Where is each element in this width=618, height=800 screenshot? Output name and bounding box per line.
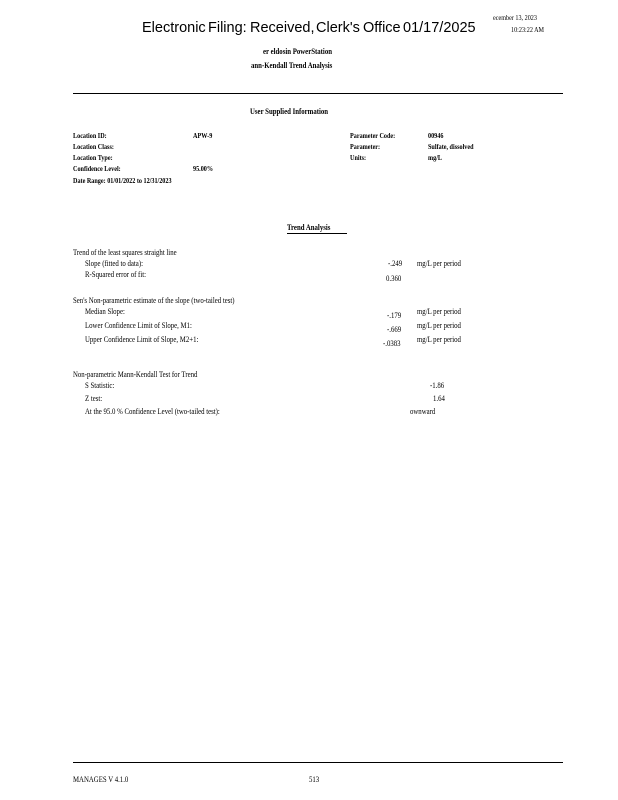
upper-limit-label: Upper Confidence Limit of Slope, M2+1: <box>85 335 199 344</box>
software-version: MANAGES V 4.1.0 <box>73 775 129 784</box>
upper-limit-value: -.0383 <box>383 339 401 348</box>
lsq-title: Trend of the least squares straight line <box>73 248 177 257</box>
report-title-analysis: ann-Kendall Trend Analysis <box>251 61 333 70</box>
parameter-label: Parameter: <box>350 143 381 151</box>
location-id-label: Location ID: <box>73 132 107 140</box>
slope-value: -.249 <box>388 259 403 268</box>
stamp-clerks: Clerk's <box>316 20 360 36</box>
upper-limit-unit: mg/L per period <box>417 335 461 344</box>
lower-limit-unit: mg/L per period <box>417 321 461 330</box>
header-rule <box>73 93 563 94</box>
parameter-code-value: 00946 <box>428 132 444 140</box>
stamp-electronic: Electronic <box>142 20 206 36</box>
sen-title: Sen's Non-parametric estimate of the slope (two-tailed test) <box>73 296 235 305</box>
stamp-filing: Filing: <box>208 20 247 36</box>
confidence-level-value: 95.00% <box>193 165 214 173</box>
parameter-code-label: Parameter Code: <box>350 132 396 140</box>
date-range: Date Range: 01/01/2022 to 12/31/2023 <box>73 177 172 185</box>
lower-limit-value: -.669 <box>387 325 402 334</box>
location-class-label: Location Class: <box>73 143 114 151</box>
location-id-value: APW-9 <box>193 132 213 140</box>
stamp-office: Office <box>363 20 401 36</box>
slope-label: Slope (fitted to data): <box>85 259 143 268</box>
stamp-received: Received, <box>250 20 315 36</box>
report-date: ecember 13, 2023 <box>493 14 537 22</box>
r2-label: R-Squared error of fit: <box>85 270 147 279</box>
slope-unit: mg/L per period <box>417 259 461 268</box>
footer-rule <box>73 762 563 763</box>
s-statistic-label: S Statistic: <box>85 381 115 390</box>
mk-title: Non-parametric Mann-Kendall Test for Trend <box>73 370 198 379</box>
confidence-level-label: Confidence Level: <box>73 165 121 173</box>
units-value: mg/L <box>428 154 443 162</box>
s-statistic-value: -1.86 <box>430 381 445 390</box>
location-type-label: Location Type: <box>73 154 113 162</box>
report-time: 10:23:22 AM <box>511 26 545 34</box>
page-number: 513 <box>309 775 320 784</box>
median-slope-label: Median Slope: <box>85 307 125 316</box>
lower-limit-label: Lower Confidence Limit of Slope, M1: <box>85 321 192 330</box>
r2-value: 0.360 <box>386 274 402 283</box>
trend-result-value: ownward <box>410 407 436 416</box>
trend-heading-underline <box>287 233 347 234</box>
parameter-value: Sulfate, dissolved <box>428 143 474 151</box>
median-slope-unit: mg/L per period <box>417 307 461 316</box>
trend-analysis-heading: Trend Analysis <box>287 223 331 232</box>
stamp-date: 01/17/2025 <box>403 20 476 36</box>
units-label: Units: <box>350 154 367 162</box>
z-test-value: 1.64 <box>433 394 445 403</box>
user-info-heading: User Supplied Information <box>250 107 329 116</box>
z-test-label: Z test: <box>85 394 103 403</box>
report-title-station: er eldosin PowerStation <box>263 47 333 56</box>
median-slope-value: -.179 <box>387 311 402 320</box>
confidence-result-label: At the 95.0 % Confidence Level (two-tailed test): <box>85 407 220 416</box>
